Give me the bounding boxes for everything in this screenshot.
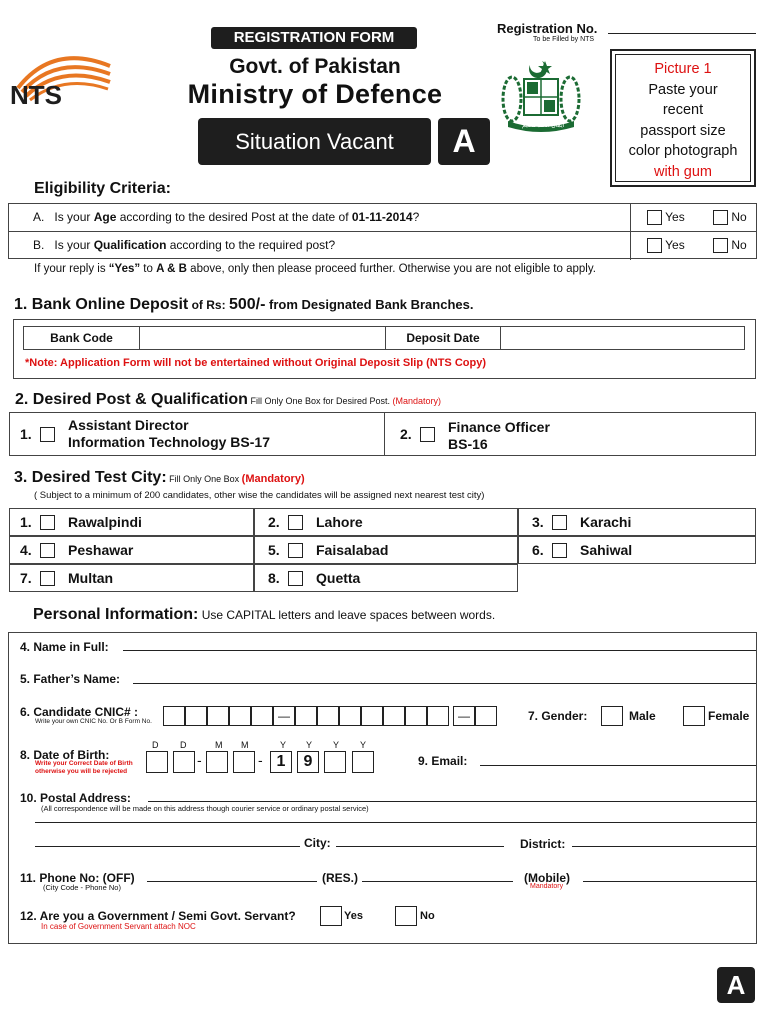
dob-separator: -: [258, 752, 263, 768]
name-field[interactable]: [123, 650, 756, 651]
city-option: 7. Multan: [9, 564, 254, 592]
post-option-1: 1. Assistant Director Information Technology BS-17: [10, 413, 385, 455]
photo-instruction-2: recent: [662, 102, 704, 118]
dob-label-m: M: [215, 740, 223, 750]
dob-label-d: D: [152, 740, 159, 750]
cnic-label: 6. Candidate CNIC# :: [20, 705, 139, 719]
father-name-field[interactable]: [133, 683, 756, 684]
phone-label: 11. Phone No: (OFF): [20, 871, 135, 885]
ministry-title: Ministry of Defence: [187, 79, 443, 109]
post-heading: 2. Desired Post & Qualification Fill Only One Box for Desired Post. (Mandatory): [15, 391, 442, 408]
situation-vacant-badge: Situation Vacant: [198, 118, 431, 165]
city-label: City:: [304, 836, 331, 850]
photo-instruction-3: passport size: [640, 122, 726, 139]
age-yes-checkbox[interactable]: [647, 210, 662, 225]
age-no-checkbox[interactable]: [713, 210, 728, 225]
email-label: 9. Email:: [418, 754, 468, 768]
deposit-date-label: Deposit Date: [386, 327, 501, 349]
bank-code-field[interactable]: [140, 327, 386, 349]
city-table: [9, 508, 756, 592]
gender-label: 7. Gender:: [528, 709, 588, 723]
photo-instruction-4: color photograph: [628, 143, 738, 159]
age-yes-label: Yes: [665, 210, 685, 224]
photo-instruction-1: Paste your: [648, 81, 718, 98]
eligibility-row-age: [9, 204, 756, 232]
cnic-digit-box[interactable]: [427, 706, 449, 726]
postal-address-label: 10. Postal Address:: [20, 791, 131, 805]
photo-instruction-5: with gum: [653, 163, 713, 180]
q1-end: ?: [412, 210, 420, 224]
dob-label-y: Y: [360, 740, 367, 750]
q1-mid: according to the desired Post at the date of: [116, 210, 352, 224]
photo-box: [610, 49, 756, 187]
dob-note-2: otherwise you will be rejected: [35, 768, 128, 775]
qualification-no-checkbox[interactable]: [713, 238, 728, 253]
personal-heading: Personal Information: Use CAPITAL letters and leave spaces between words.: [33, 606, 496, 623]
post-1-title: Assistant Director: [68, 417, 189, 433]
photo-label: Picture 1: [654, 61, 712, 77]
post-2-checkbox[interactable]: [420, 427, 435, 442]
post-2-title: Finance Officer: [448, 419, 550, 435]
q1-date: 01-11-2014: [351, 210, 413, 224]
city-note: ( Subject to a minimum of 200 candidates, other wise the candidates will be assigned next nearest test city): [34, 490, 485, 501]
cnic-digit-box[interactable]: [163, 706, 185, 726]
city-faisalabad-checkbox[interactable]: [288, 543, 303, 558]
dob-year-box[interactable]: [324, 751, 346, 773]
city-option: 6. Sahiwal: [518, 536, 756, 564]
qualification-yes-checkbox[interactable]: [647, 238, 662, 253]
eligibility-heading: Eligibility Criteria:: [34, 180, 171, 197]
q1-text: Is your: [54, 210, 94, 224]
cnic-digit-box[interactable]: [383, 706, 405, 726]
phone-res-label: (RES.): [322, 871, 358, 885]
dob-month-box[interactable]: [206, 751, 228, 773]
dob-month-box[interactable]: [233, 751, 255, 773]
dob-label-y: Y: [333, 740, 340, 750]
mobile-field[interactable]: [583, 881, 756, 882]
postal-note: (All correspondence will be made on this address though courier service or ordinary postal service): [41, 804, 369, 813]
city-option: 8. Quetta: [254, 564, 518, 592]
logo-text: NTS: [10, 80, 62, 110]
eligibility-note: If your reply is “Yes” to A & B above, only then please proceed further. Otherwise you are not eligible to apply.: [34, 263, 596, 275]
postal-address-field[interactable]: [148, 801, 756, 802]
cnic-dash: —: [273, 706, 295, 726]
q2-bold: Qualification: [93, 238, 167, 252]
city-sahiwal-checkbox[interactable]: [552, 543, 567, 558]
district-label: District:: [520, 837, 566, 851]
dob-year-box[interactable]: [352, 751, 374, 773]
form-letter-badge: A: [438, 118, 490, 165]
cnic-digit-box[interactable]: [295, 706, 317, 726]
cnic-digit-box[interactable]: [251, 706, 273, 726]
city-peshawar-checkbox[interactable]: [40, 543, 55, 558]
name-label: 4. Name in Full:: [20, 640, 109, 654]
dob-label: 8. Date of Birth:: [20, 748, 110, 762]
dob-separator: -: [197, 752, 202, 768]
city-option: 3. Karachi: [518, 508, 756, 536]
q2-letter: B.: [33, 238, 45, 252]
cnic-digit-box[interactable]: [475, 706, 497, 726]
cnic-digit-box[interactable]: [317, 706, 339, 726]
city-option: 4. Peshawar: [9, 536, 254, 564]
q2-text: Is your: [54, 238, 94, 252]
govt-servant-yes-checkbox[interactable]: [320, 906, 342, 926]
city-quetta-checkbox[interactable]: [288, 571, 303, 586]
form-badge: REGISTRATION FORM: [211, 27, 417, 49]
cnic-digit-box[interactable]: [229, 706, 251, 726]
gender-female-label: Female: [708, 709, 750, 723]
dob-note-1: Write your Correct Date of Birth: [35, 760, 133, 767]
dob-year-box[interactable]: 1: [270, 751, 292, 773]
registration-no-label: Registration No.: [497, 21, 598, 36]
cnic-digit-box[interactable]: [405, 706, 427, 726]
gender-female-checkbox[interactable]: [683, 706, 705, 726]
cnic-note: Write your own CNIC No. Or B Form No.: [35, 718, 152, 725]
cnic-digit-box[interactable]: [361, 706, 383, 726]
city-option: 1. Rawalpindi: [9, 508, 254, 536]
city-lahore-checkbox[interactable]: [288, 515, 303, 530]
q2-end: according to the required post?: [166, 238, 336, 252]
registration-no-field[interactable]: [608, 33, 756, 34]
mobile-note: Mandatory: [530, 883, 564, 890]
city-heading: 3. Desired Test City: Fill Only One Box (Mandatory): [14, 469, 305, 486]
emblem-scroll-text: ایمان اتحاد تنظیم: [522, 123, 565, 129]
dob-label-m: M: [241, 740, 249, 750]
cnic-digit-box[interactable]: [207, 706, 229, 726]
district-field[interactable]: [572, 846, 756, 847]
registration-no-note: To be Filled by NTS: [533, 36, 595, 43]
cnic-digit-box[interactable]: [185, 706, 207, 726]
city-karachi-checkbox[interactable]: [552, 515, 567, 530]
mobile-label: (Mobile): [524, 871, 570, 885]
phone-off-field[interactable]: [147, 881, 317, 882]
email-field[interactable]: [480, 765, 756, 766]
govt-servant-no-label: No: [420, 910, 435, 922]
city-multan-checkbox[interactable]: [40, 571, 55, 586]
footer-letter-badge: A: [717, 967, 755, 1003]
father-name-label: 5. Father’s Name:: [20, 672, 121, 686]
bank-row: [23, 326, 745, 350]
govt-servant-no-checkbox[interactable]: [395, 906, 417, 926]
dob-day-box[interactable]: [146, 751, 168, 773]
gender-male-label: Male: [629, 709, 656, 723]
phone-res-field[interactable]: [362, 881, 513, 882]
dob-label-d: D: [180, 740, 187, 750]
govt-title: Govt. of Pakistan: [229, 55, 401, 78]
govt-servant-note: In case of Government Servant attach NOC: [41, 922, 196, 931]
postal-address-field-2[interactable]: [35, 822, 756, 823]
dob-year-box[interactable]: 9: [297, 751, 319, 773]
eligibility-table: [8, 203, 757, 259]
q1-letter: A.: [33, 210, 45, 224]
city-rawalpindi-checkbox[interactable]: [40, 515, 55, 530]
qualification-no-label: No: [731, 238, 747, 252]
bank-note: *Note: Application Form will not be entertained without Original Deposit Slip (NTS Copy): [25, 357, 486, 369]
cnic-digit-box[interactable]: [339, 706, 361, 726]
age-no-label: No: [731, 210, 747, 224]
post-1-subtitle: Information Technology BS-17: [68, 434, 270, 450]
personal-info-box: [8, 632, 757, 944]
dob-label-y: Y: [306, 740, 313, 750]
nts-logo: [8, 48, 118, 118]
gender-male-checkbox[interactable]: [601, 706, 623, 726]
post-2-subtitle: BS-16: [448, 436, 488, 452]
city-option: 2. Lahore: [254, 508, 518, 536]
q1-bold: Age: [93, 210, 117, 224]
govt-servant-yes-label: Yes: [344, 910, 363, 922]
postal-address-field-3[interactable]: [35, 846, 300, 847]
cnic-dash: —: [453, 706, 475, 726]
qualification-yes-label: Yes: [665, 238, 685, 252]
deposit-date-field[interactable]: [501, 327, 744, 349]
post-1-checkbox[interactable]: [40, 427, 55, 442]
post-table: [9, 412, 756, 456]
bank-code-label: Bank Code: [24, 327, 140, 349]
post-option-2: 2. Finance Officer BS-16: [400, 419, 550, 452]
govt-servant-label: 12. Are you a Government / Semi Govt. Servant?: [20, 909, 296, 923]
city-field[interactable]: [336, 846, 504, 847]
city-option: 5. Faisalabad: [254, 536, 518, 564]
bank-section: [13, 319, 756, 379]
dob-day-box[interactable]: [173, 751, 195, 773]
dob-label-y: Y: [280, 740, 287, 750]
pakistan-emblem-icon: [500, 55, 582, 135]
bank-heading: 1. Bank Online Deposit of Rs: 500/- from Designated Bank Branches.: [14, 296, 474, 313]
eligibility-row-qualification: [9, 232, 756, 260]
phone-note: (City Code - Phone No): [43, 883, 121, 892]
